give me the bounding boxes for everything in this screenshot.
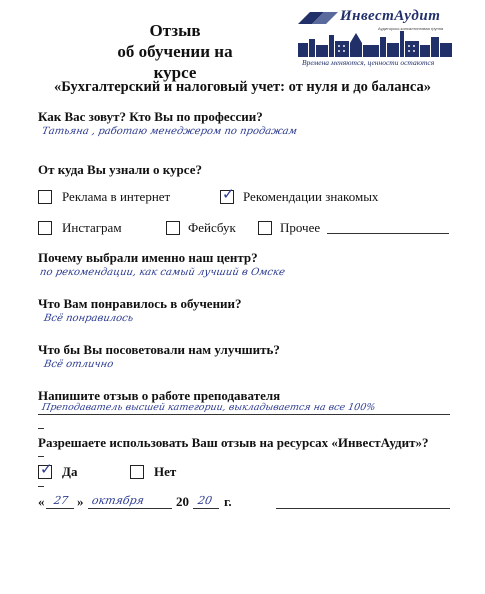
answer-why-center: по рекомендации, как самый лучший в Омске [39, 267, 286, 278]
other-input-line[interactable] [327, 233, 449, 234]
option-recommendations-label: Рекомендации знакомых [243, 189, 379, 204]
form-title-line2: об обучении на курсе [117, 42, 233, 82]
form-title [100, 20, 250, 83]
answer-liked: Всё понравилось [43, 313, 135, 324]
checkbox-internet-ad[interactable] [38, 190, 52, 204]
check-mark-icon: ✓ [222, 185, 235, 203]
date-month-line[interactable] [88, 508, 172, 509]
option-no-label: Нет [154, 464, 177, 479]
checkbox-yes[interactable] [38, 460, 53, 479]
question-why-center: Почему выбрали именно наш центр? [38, 250, 258, 265]
checkbox-recommendations[interactable] [220, 185, 235, 204]
date-day-line[interactable] [46, 508, 74, 509]
checkbox-facebook[interactable] [166, 221, 180, 235]
date-year-line[interactable] [193, 508, 219, 509]
answer-teacher: Преподаватель высшей категории, выкладывается на все 100% [41, 402, 377, 413]
company-logo [294, 7, 456, 69]
course-title: «Бухгалтерский и налоговый учет: от нуля и до баланса» [54, 79, 431, 95]
checkbox-other[interactable] [258, 221, 272, 235]
check-mark-yes-icon: ✓ [40, 460, 53, 478]
logo-brand: ИнвестАудит [340, 8, 441, 24]
logo-subtitle: Аудиторско-консалтинговая группа [378, 26, 444, 31]
teacher-review-line[interactable] [38, 414, 450, 415]
date-year-unit: г. [224, 494, 232, 509]
signature-line[interactable] [276, 508, 450, 509]
question-liked: Что Вам понравилось в обучении? [38, 296, 242, 311]
permission-line [38, 456, 44, 457]
question-source: От куда Вы узнали о курсе? [38, 162, 202, 177]
date-close-quote: » [77, 494, 84, 509]
logo-slogan: Времена меняются, ценности остаются [302, 58, 435, 67]
answer-improve: Всё отлично [43, 359, 115, 370]
teacher-review-line-2[interactable] [38, 428, 44, 429]
date-year-prefix: 20 [176, 494, 189, 509]
date-open-quote: « [38, 494, 45, 509]
question-name: Как Вас зовут? Кто Вы по профессии? [38, 109, 263, 124]
permission-line-2 [38, 486, 44, 487]
question-permission: Разрешаете использовать Ваш отзыв на ресурсах «ИнвестАудит»? [38, 435, 429, 450]
city-skyline-icon [298, 31, 452, 57]
logo-mark-icon [298, 10, 338, 26]
date-day: 27 [52, 494, 70, 507]
answer-name: Татьяна , работаю менеджером по продажам [41, 126, 298, 137]
form-title-line1: Отзыв [149, 21, 201, 40]
option-instagram-label: Инстаграм [62, 220, 122, 235]
checkbox-instagram[interactable] [38, 221, 52, 235]
option-internet-ad-label: Реклама в интернет [62, 189, 171, 204]
date-year-suffix: 20 [196, 494, 214, 507]
option-other-label: Прочее [280, 220, 321, 235]
date-month: октября [90, 494, 146, 507]
question-improve: Что бы Вы посоветовали нам улучшить? [38, 342, 280, 357]
option-yes-label: Да [62, 464, 78, 479]
option-facebook-label: Фейсбук [188, 220, 236, 235]
checkbox-no[interactable] [130, 465, 144, 479]
question-teacher: Напишите отзыв о работе преподавателя [38, 388, 281, 403]
